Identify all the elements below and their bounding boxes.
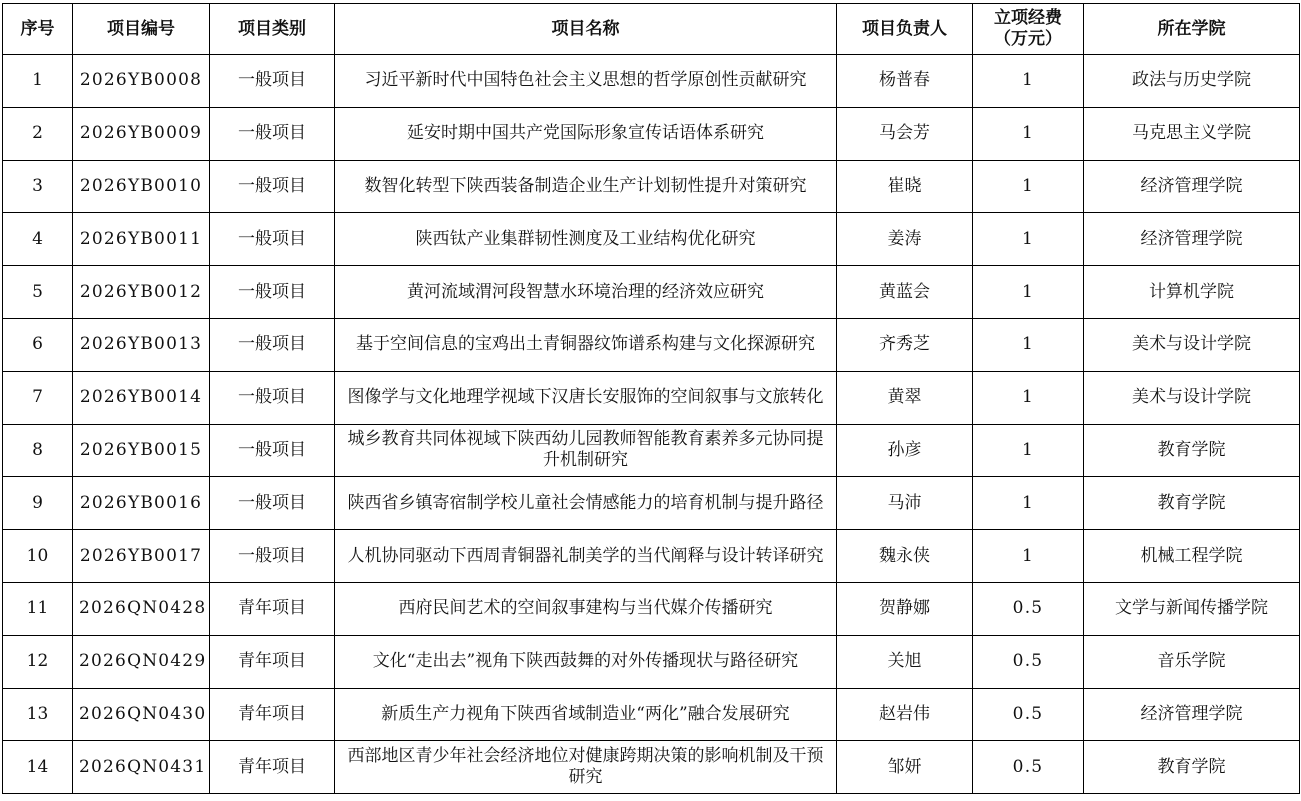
cell-name: 文化“走出去”视角下陕西鼓舞的对外传播现状与路径研究	[335, 635, 837, 688]
cell-college: 音乐学院	[1084, 635, 1300, 688]
table-row	[3, 424, 1300, 477]
cell-funds: 1	[973, 266, 1084, 319]
cell-code: 2026YB0016	[73, 477, 210, 530]
cell-lead: 赵岩伟	[837, 688, 973, 741]
cell-code: 2026QN0431	[73, 741, 210, 794]
cell-index: 12	[3, 635, 73, 688]
cell-college: 教育学院	[1084, 741, 1300, 794]
header-name: 项目名称	[335, 4, 837, 55]
cell-name: 图像学与文化地理学视域下汉唐长安服饰的空间叙事与文旅转化	[335, 371, 837, 424]
header-funds-line1: 立项经费	[994, 8, 1062, 28]
header-type: 项目类别	[210, 4, 335, 55]
cell-funds: 0.5	[973, 582, 1084, 635]
table-body	[3, 55, 1300, 794]
cell-index: 10	[3, 530, 73, 583]
cell-name: 人机协同驱动下西周青铜器礼制美学的当代阐释与设计转译研究	[335, 530, 837, 583]
cell-lead: 杨普春	[837, 55, 973, 108]
cell-code: 2026YB0017	[73, 530, 210, 583]
cell-code: 2026YB0011	[73, 213, 210, 266]
cell-type: 一般项目	[210, 318, 335, 371]
table-row	[3, 266, 1300, 319]
cell-code: 2026QN0428	[73, 582, 210, 635]
cell-college: 经济管理学院	[1084, 688, 1300, 741]
cell-index: 11	[3, 582, 73, 635]
cell-code: 2026YB0013	[73, 318, 210, 371]
cell-index: 3	[3, 160, 73, 213]
cell-type: 一般项目	[210, 477, 335, 530]
cell-index: 8	[3, 424, 73, 477]
cell-funds: 1	[973, 55, 1084, 108]
cell-index: 9	[3, 477, 73, 530]
cell-name: 新质生产力视角下陕西省域制造业“两化”融合发展研究	[335, 688, 837, 741]
cell-funds: 0.5	[973, 688, 1084, 741]
cell-name: 城乡教育共同体视域下陕西幼儿园教师智能教育素养多元协同提升机制研究	[335, 424, 837, 477]
cell-lead: 姜涛	[837, 213, 973, 266]
cell-college: 马克思主义学院	[1084, 107, 1300, 160]
cell-college: 教育学院	[1084, 424, 1300, 477]
cell-code: 2026YB0014	[73, 371, 210, 424]
cell-lead: 齐秀芝	[837, 318, 973, 371]
cell-type: 青年项目	[210, 582, 335, 635]
cell-name: 基于空间信息的宝鸡出土青铜器纹饰谱系构建与文化探源研究	[335, 318, 837, 371]
projects-table	[2, 3, 1300, 794]
cell-lead: 黄翠	[837, 371, 973, 424]
header-index: 序号	[3, 4, 73, 55]
cell-college: 经济管理学院	[1084, 213, 1300, 266]
cell-index: 6	[3, 318, 73, 371]
cell-funds: 1	[973, 477, 1084, 530]
table-row	[3, 635, 1300, 688]
cell-college: 美术与设计学院	[1084, 318, 1300, 371]
cell-index: 5	[3, 266, 73, 319]
cell-funds: 1	[973, 160, 1084, 213]
cell-type: 一般项目	[210, 266, 335, 319]
cell-index: 7	[3, 371, 73, 424]
cell-index: 14	[3, 741, 73, 794]
cell-lead: 马会芳	[837, 107, 973, 160]
table-row	[3, 55, 1300, 108]
cell-name: 习近平新时代中国特色社会主义思想的哲学原创性贡献研究	[335, 55, 837, 108]
cell-type: 一般项目	[210, 371, 335, 424]
cell-funds: 1	[973, 213, 1084, 266]
table-row	[3, 582, 1300, 635]
header-college: 所在学院	[1084, 4, 1300, 55]
cell-college: 计算机学院	[1084, 266, 1300, 319]
cell-funds: 1	[973, 107, 1084, 160]
table-row	[3, 371, 1300, 424]
header-code: 项目编号	[73, 4, 210, 55]
cell-type: 一般项目	[210, 160, 335, 213]
header-funds-line2: （万元）	[994, 29, 1062, 49]
cell-code: 2026YB0012	[73, 266, 210, 319]
header-row	[3, 4, 1300, 55]
cell-college: 美术与设计学院	[1084, 371, 1300, 424]
cell-code: 2026YB0008	[73, 55, 210, 108]
cell-funds: 1	[973, 318, 1084, 371]
cell-funds: 0.5	[973, 741, 1084, 794]
cell-code: 2026YB0015	[73, 424, 210, 477]
cell-type: 青年项目	[210, 635, 335, 688]
header-funds	[973, 4, 1084, 55]
cell-index: 4	[3, 213, 73, 266]
cell-name: 西部地区青少年社会经济地位对健康跨期决策的影响机制及干预研究	[335, 741, 837, 794]
cell-college: 教育学院	[1084, 477, 1300, 530]
cell-college: 政法与历史学院	[1084, 55, 1300, 108]
cell-name: 陕西钛产业集群韧性测度及工业结构优化研究	[335, 213, 837, 266]
cell-code: 2026QN0430	[73, 688, 210, 741]
cell-college: 经济管理学院	[1084, 160, 1300, 213]
cell-type: 一般项目	[210, 530, 335, 583]
table-row	[3, 107, 1300, 160]
table-row	[3, 318, 1300, 371]
cell-type: 一般项目	[210, 213, 335, 266]
table-row	[3, 213, 1300, 266]
cell-name: 陕西省乡镇寄宿制学校儿童社会情感能力的培育机制与提升路径	[335, 477, 837, 530]
cell-type: 一般项目	[210, 107, 335, 160]
cell-lead: 魏永侠	[837, 530, 973, 583]
cell-funds: 0.5	[973, 635, 1084, 688]
cell-lead: 孙彦	[837, 424, 973, 477]
cell-college: 文学与新闻传播学院	[1084, 582, 1300, 635]
cell-name: 西府民间艺术的空间叙事建构与当代媒介传播研究	[335, 582, 837, 635]
cell-lead: 关旭	[837, 635, 973, 688]
cell-lead: 崔晓	[837, 160, 973, 213]
table-row	[3, 530, 1300, 583]
cell-name: 数智化转型下陕西装备制造企业生产计划韧性提升对策研究	[335, 160, 837, 213]
cell-type: 青年项目	[210, 741, 335, 794]
cell-index: 1	[3, 55, 73, 108]
table-row	[3, 477, 1300, 530]
cell-lead: 马沛	[837, 477, 973, 530]
cell-code: 2026YB0009	[73, 107, 210, 160]
cell-name: 黄河流域渭河段智慧水环境治理的经济效应研究	[335, 266, 837, 319]
table-row	[3, 741, 1300, 794]
cell-code: 2026YB0010	[73, 160, 210, 213]
cell-lead: 邹妍	[837, 741, 973, 794]
cell-college: 机械工程学院	[1084, 530, 1300, 583]
table-row	[3, 160, 1300, 213]
cell-funds: 1	[973, 371, 1084, 424]
header-lead: 项目负责人	[837, 4, 973, 55]
cell-index: 2	[3, 107, 73, 160]
cell-code: 2026QN0429	[73, 635, 210, 688]
cell-index: 13	[3, 688, 73, 741]
cell-type: 一般项目	[210, 55, 335, 108]
cell-name: 延安时期中国共产党国际形象宣传话语体系研究	[335, 107, 837, 160]
cell-type: 一般项目	[210, 424, 335, 477]
cell-lead: 黄蓝会	[837, 266, 973, 319]
cell-funds: 1	[973, 424, 1084, 477]
table-row	[3, 688, 1300, 741]
cell-funds: 1	[973, 530, 1084, 583]
cell-type: 青年项目	[210, 688, 335, 741]
cell-lead: 贺静娜	[837, 582, 973, 635]
